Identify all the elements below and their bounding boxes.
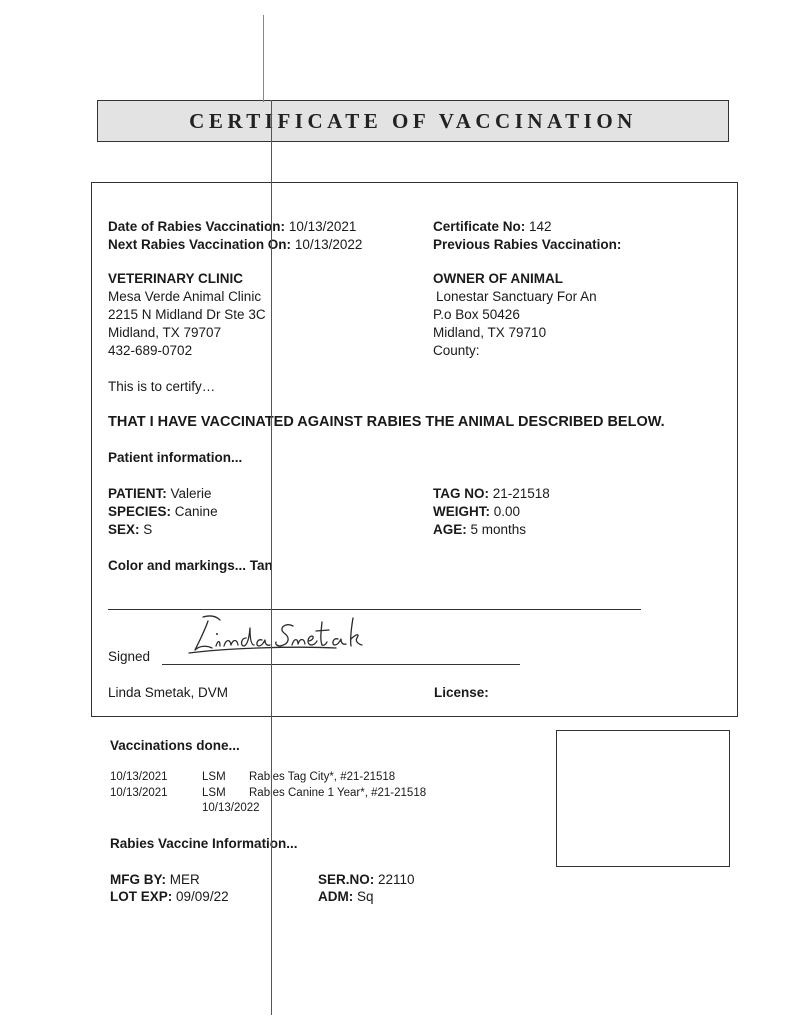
- vaccination-date-row: [108, 218, 356, 236]
- age-label: AGE:: [433, 522, 467, 537]
- clinic-phone: 432-689-0702: [108, 343, 193, 358]
- owner-name: Lonestar Sanctuary For An: [436, 289, 597, 304]
- vaccination-by: LSM: [202, 787, 226, 799]
- patient-value: Valerie: [170, 486, 212, 501]
- tag-label: TAG NO:: [433, 486, 489, 501]
- vaccination-date: 10/13/2021: [110, 787, 168, 799]
- vaccinations-heading: Vaccinations done...: [110, 738, 240, 753]
- certify-statement: THAT I HAVE VACCINATED AGAINST RABIES THE ANIMAL DESCRIBED BELOW.: [108, 414, 665, 430]
- adm-value: Sq: [357, 889, 374, 904]
- vaccination-description: Rabies Canine 1 Year*, #21-21518: [249, 787, 427, 799]
- patient-label: PATIENT:: [108, 486, 167, 501]
- certificate-number-row: [433, 218, 552, 236]
- mfg-label: MFG BY:: [110, 872, 166, 887]
- mfg-row: [110, 871, 200, 889]
- owner-address-line1: P.o Box 50426: [433, 307, 520, 322]
- lot-exp-row: [110, 888, 229, 906]
- serial-row: [318, 871, 415, 889]
- certificate-number-label: Certificate No:: [433, 219, 526, 234]
- license-label: License:: [434, 685, 489, 700]
- lot-exp-label: LOT EXP:: [110, 889, 173, 904]
- clinic-address-line1: 2215 N Midland Dr Ste 3C: [108, 307, 266, 322]
- species-label: SPECIES:: [108, 504, 172, 519]
- tag-box: [556, 730, 730, 867]
- vaccination-date: 10/13/2021: [110, 771, 168, 783]
- vaccination-date-value: 10/13/2021: [288, 219, 357, 234]
- serial-label: SER.NO:: [318, 872, 375, 887]
- next-vaccination-value: 10/13/2022: [294, 237, 363, 252]
- signature-image: [186, 612, 386, 662]
- markings-line: [108, 609, 641, 610]
- next-vaccination-label: Next Rabies Vaccination On:: [108, 237, 292, 252]
- weight-row: [433, 503, 520, 521]
- clinic-heading: VETERINARY CLINIC: [108, 271, 244, 286]
- species-row: [108, 503, 218, 521]
- patient-info-heading: Patient information...: [108, 450, 243, 465]
- owner-county-label: County:: [433, 343, 480, 358]
- mfg-value: MER: [169, 872, 200, 887]
- vaccination-expiration: 10/13/2022: [202, 802, 260, 814]
- age-value: 5 months: [470, 522, 527, 537]
- age-row: [433, 521, 526, 539]
- serial-value: 22110: [378, 872, 415, 887]
- owner-heading: OWNER OF ANIMAL: [433, 271, 563, 286]
- sex-value: S: [143, 522, 153, 537]
- weight-label: WEIGHT:: [433, 504, 490, 519]
- color-markings-label: Color and markings...: [108, 558, 247, 573]
- clinic-address-line2: Midland, TX 79707: [108, 325, 222, 340]
- weight-value: 0.00: [493, 504, 521, 519]
- signature-line: [162, 664, 520, 665]
- certify-intro: This is to certify…: [108, 379, 216, 394]
- sex-row: [108, 521, 152, 539]
- vaccine-info-heading: Rabies Vaccine Information...: [110, 836, 298, 851]
- signed-label: Signed: [108, 649, 151, 664]
- owner-address-line2: Midland, TX 79710: [433, 325, 547, 340]
- previous-vaccination-label: Previous Rabies Vaccination:: [433, 237, 622, 252]
- clinic-name: Mesa Verde Animal Clinic: [108, 289, 262, 304]
- vaccination-by: LSM: [202, 771, 226, 783]
- sex-label: SEX:: [108, 522, 140, 537]
- color-markings-value: Tan: [249, 558, 273, 573]
- scan-fold-line: [271, 100, 272, 1015]
- color-markings-row: [108, 557, 273, 575]
- scan-fold-line-top: [263, 15, 264, 102]
- tag-row: [433, 485, 550, 503]
- tag-value: 21-21518: [492, 486, 550, 501]
- adm-label: ADM:: [318, 889, 354, 904]
- vaccination-description: Rabies Tag City*, #21-21518: [249, 771, 396, 783]
- adm-row: [318, 888, 374, 906]
- page-title: CERTIFICATE OF VACCINATION: [189, 108, 637, 133]
- certificate-number-value: 142: [529, 219, 552, 234]
- vaccination-date-label: Date of Rabies Vaccination:: [108, 219, 286, 234]
- lot-exp-value: 09/09/22: [176, 889, 229, 904]
- species-value: Canine: [174, 504, 218, 519]
- patient-row: [108, 485, 212, 503]
- title-bar: [97, 100, 729, 142]
- vet-name: Linda Smetak, DVM: [108, 685, 229, 700]
- next-vaccination-row: [108, 236, 362, 254]
